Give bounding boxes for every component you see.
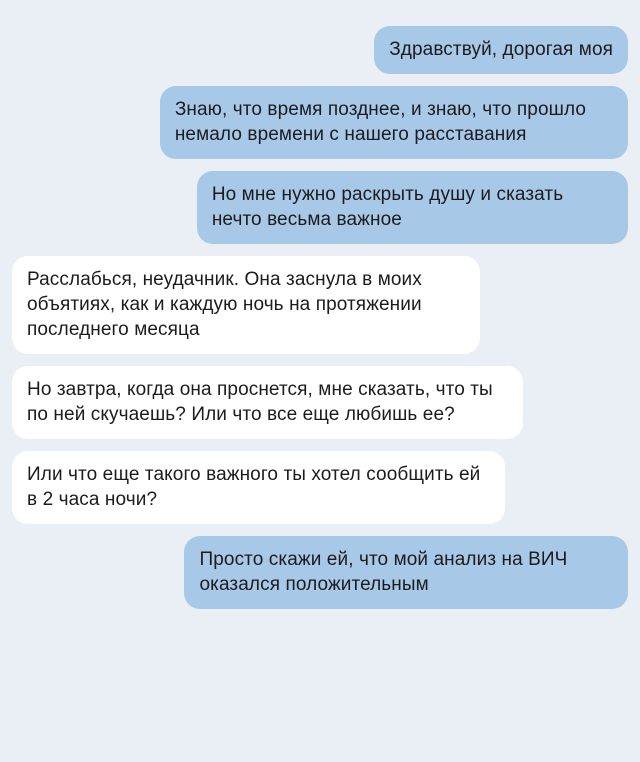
chat-bubble-incoming[interactable]: Но завтра, когда она проснется, мне сказать, что ты по ней скучаешь? Или что все еще любишь ее?: [12, 366, 523, 439]
chat-bubble-outgoing[interactable]: Знаю, что время позднее, и знаю, что прошло немало времени с нашего расставания: [160, 86, 628, 159]
chat-bubble-outgoing[interactable]: Просто скажи ей, что мой анализ на ВИЧ оказался положительным: [184, 536, 628, 609]
message-row: [12, 171, 628, 244]
chat-bubble-incoming[interactable]: Расслабься, неудачник. Она заснула в моих объятиях, как и каждую ночь на протяжении последнего месяца: [12, 256, 480, 354]
chat-bubble-incoming[interactable]: Или что еще такого важного ты хотел сообщить ей в 2 часа ночи?: [12, 451, 505, 524]
message-row: [12, 86, 628, 159]
message-row: [12, 536, 628, 609]
message-row: [12, 451, 628, 524]
message-row: [12, 26, 628, 74]
chat-bubble-outgoing[interactable]: Здравствуй, дорогая моя: [374, 26, 628, 74]
chat-bubble-outgoing[interactable]: Но мне нужно раскрыть душу и сказать нечто весьма важное: [197, 171, 628, 244]
message-row: [12, 366, 628, 439]
message-row: [12, 256, 628, 354]
